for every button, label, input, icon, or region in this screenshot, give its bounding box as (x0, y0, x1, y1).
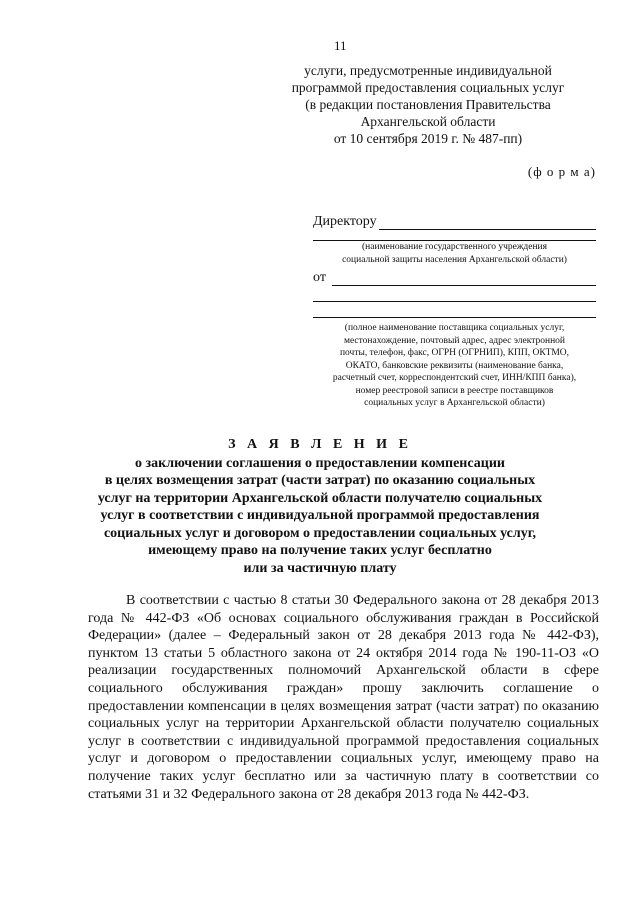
header-line: (в редакции постановления Правительства (305, 97, 551, 112)
caption-line: (полное наименование поставщика социальных услуг, (344, 323, 565, 333)
addressee-block (313, 210, 596, 410)
header-line: программой предоставления социальных услуг (291, 80, 565, 95)
from-rule-3[interactable] (313, 317, 596, 318)
body-paragraph: В соответствии с частью 8 статьи 30 Федерального закона от 28 декабря 2013 года № 442-ФЗ «Об основах социального обслуживания граждан в Российской Федерации» (далее – Федеральный закон от 28 декабря 2013 года № 442-ФЗ), пунктом 13 статьи 5 областного закона от 24 октября 2014 года № 190-11-ОЗ «О реализации государственных полномочий Архангельской области в сфере социального обслуживания граждан» прошу заключить соглашение о предоставлении компенсации в целях возмещения затрат (части затрат) по оказанию социальных услуг на территории Архангельской области получателю социальных услуг в соответствии с индивидуальной программой предоставления социальных услуг и договором о предоставлении социальных услуг, имеющему право на получение таких услуг бесплатно или за частичную плату в соответствии со статьями 31 и 32 Федерального закона от 28 декабря 2013 года № 442-ФЗ. (88, 593, 599, 802)
caption-line: почты, телефон, факс, ОГРН (ОГРНИП), КПП, ОКТМО, (339, 348, 570, 358)
title-line: в целях возмещения затрат (части затрат) по оказанию социальных (104, 473, 536, 488)
director-caption (313, 241, 596, 266)
from-line (313, 268, 596, 286)
caption-line: (наименование государственного учреждения (362, 242, 547, 252)
header-line: услуги, предусмотренные индивидуальной (304, 63, 552, 78)
caption-line: расчетный счет, корреспондентский счет, ИНН/КПП банка), (332, 373, 577, 383)
director-line (313, 210, 596, 230)
page-number: 11 (334, 38, 347, 53)
title-heading: З А Я В Л Е Н И Е (228, 437, 412, 452)
title-line: о заключении соглашения о предоставлении компенсации (135, 455, 505, 471)
amendment-header (268, 62, 588, 147)
header-line: от 10 сентября 2019 г. № 487-пп) (333, 131, 523, 146)
from-fill-line[interactable] (332, 273, 596, 286)
form-label: (ф о р м а) (527, 164, 596, 179)
title-line: или за частичную плату (243, 560, 397, 576)
caption-line: местонахождение, почтовый адрес, адрес электронной (343, 335, 566, 346)
caption-line: ОКАТО, банковские реквизиты (наименование банка, (345, 360, 564, 371)
director-label: Директору (313, 214, 377, 229)
from-label: от (313, 270, 326, 285)
title-line: услуг в соответствии с индивидуальной программой предоставления (100, 508, 540, 523)
from-caption (313, 322, 596, 410)
title-line: имеющему право на получение таких услуг бесплатно (148, 543, 492, 558)
from-rule-2[interactable] (313, 301, 596, 302)
title-line: социальных услуг и договором о предоставлении социальных услуг, (103, 525, 537, 541)
director-fill-line[interactable] (379, 214, 596, 230)
caption-line: социальных услуг в Архангельской области) (364, 398, 545, 408)
caption-line: номер реестровой записи в реестре поставщиков (355, 385, 554, 396)
title-line: услуг на территории Архангельской области получателю социальных (97, 490, 543, 506)
document-title (40, 436, 600, 577)
caption-line: социальной защиты населения Архангельской области) (342, 254, 567, 265)
header-line: Архангельской области (360, 114, 496, 129)
